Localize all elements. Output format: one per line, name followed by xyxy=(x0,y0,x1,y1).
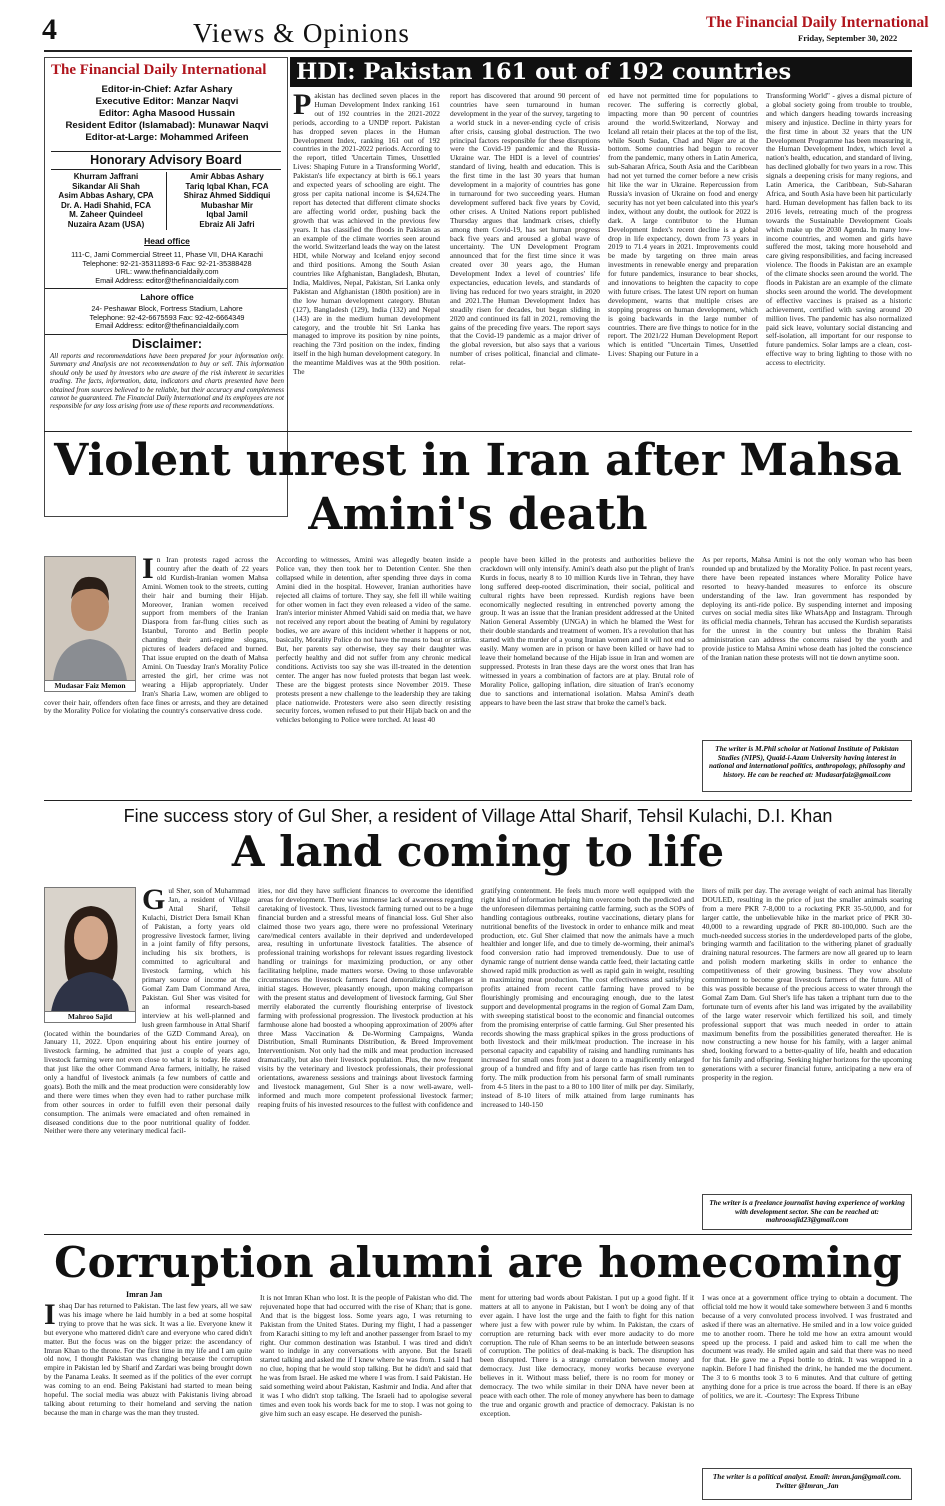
head-office-address: 111-C, Jami Commercial Street 11, Phase VII, DHA Karachi Telephone: 92-21-35311893-6 Fax: 92-21-35388428 URL: www.thefinancialdaily.com Email Address: editor@thefinancialdaily.com xyxy=(71,250,263,285)
corruption-column-4: I was once at a government office trying to obtain a document. The official told me how it would take somewhere between 3 and 6 months because of a very convoluted process involved. I was frustrated and asked if there was an alternative. He smiled and in a low voice guided me to another room. There he told me how an extra amount would speed up the process. I paid and asked him to call me when the document was ready. He smiled again and said that there was no need for that. He gave me a Pepsi bottle to drink. It was wrapped in a napkin. Before I had finished the drink, he handed me the document. The 3 to 6 months took 3 to 6 minutes. And that culture of getting anything done for a price is true across the board. If there is an eBay of politics, we are it. -Courtesy: The Express Tribune xyxy=(702,1294,912,1400)
editor-line: Editor: Agha Masood Hussain xyxy=(98,108,236,119)
land-column-3: gratifying contentment. He feels much more well equipped with the right kind of information helping him overcome both the predicted and the unforeseen dilemmas pertaining cattle farming, such as the SOPs of handling contagious outbreaks, routine vaccinations, dietary plans for nutritional benefits of the livestock in order to enhance milk and meat production, etc. Gul Sher claimed that now the animals have a much healthier and longer life, and due to timely de-worming, their animal's food conversion ratio had improved tremendously. Due to use of dynamic range of nutrient dense wanda cattle feed, their lactating cattle showed rapid milk production as well as rapid gain in weight, resulting in maximizing meat production. The cost effectiveness and satisfying profits attained from recent cattle farming have proved to be flourishingly promising and encouraging enough, due to the latest support and developmental programs in the region of Gomal Zam Dam, with sweeping statistical boost to the economic and financial outcomes from the promising enterprise of cattle farming. Gul Sher presented his records showing the mass graphical spikes in the gross productions of both livestock and their milk/meat production. The increase in his personal capacity and capability of raising and handling ruminants has increased for small ones from just a dozen to a magnificently enlarged group of a hundred and fifty and of large cattle has risen from ten to forty. The milk production from his personal farm of small ruminants from 4-5 liters in the past to a 80 to 100 liter of milk per day. Similarly, instead of 8-10 liters of milk attained from large ruminants has increased to 140-150 xyxy=(481,887,694,1109)
land-author-bio: The writer is a freelance journalist having experience of working with development sector. She can be reached at: mahroosajid23@gmail.com xyxy=(702,1194,912,1230)
land-kicker: Fine success story of Gul Sher, a resident of Village Attal Sharif, Tehsil Kulachi, D.I. Khan xyxy=(123,806,833,826)
photo-caption: Mudasar Faiz Memon xyxy=(45,680,135,691)
editor-line: Executive Editor: Manzar Naqvi xyxy=(95,96,239,107)
issue-date: Friday, September 30, 2022 xyxy=(798,33,898,43)
editor-line: Editor-at-Large: Mohammed Arifeen xyxy=(85,132,249,143)
editor-line: Editor-in-Chief: Azfar Ashary xyxy=(101,84,233,95)
lahore-office-address: 24- Peshawar Block, Fortress Stadium, Lahore Telephone: 92-42-6675593 Fax: 92-42-6664349 Email Address: editor@thefinancialdaily.com xyxy=(89,304,245,330)
land-column-4: liters of milk per day. The average weight of each animal has literally DOULED, resulting in the price of just the smaller animals soaring from a mere PKR 7-8,000 to a rocketing PKR 35-50,000, and for larger cattle, the unbelievable hike in the market price of PKR 30-40,000 to a rewarding upgrade of PKR 80-100,000. Such are the much-needed success stories in the underdeveloped parts of the globe, bringing warmth and facilitation to the withering planet of gradually draining natural resources. The farmers are now all geared up to learn and polish modern marketing skills in order to enhance the competitiveness of their growing business. They vow absolute commitment to become great livestock farmers of the future. All of this was possible because of the precious access to water through the Gomal Zam Dam. Gul Sher's life has taken a triphant turn due to the fortunate turn of events after his land was irrigated by the availability of the large water reservoir which fertilized his soil, and timely professional support that was much needed in order to attain maximum benefits from the possibilities generated thereafter. He is now constructing a new house for his family, with a larger animal shed, looking forward to a better-quality of life, health and education for his family and offspring. Seeking higher horizons for the upcoming generations with a securer financial future, anticipating a new era of prosperity in the region. xyxy=(702,887,912,1083)
corruption-column-1: Ishaq Dar has returned to Pakistan. The last few years, all we saw was his image where he laid humbly in a bed at some hospital trying to prove that he was sick. It was a lie. Everyone knew it but everyone who mattered didn't care and everyone who cared didn't matter. But the focus was on the bigger prize: the ascendancy of Imran Khan to the throne. For the first time in my life and I am quite old now, I thought Pakistan was changing because the corruption empire in Pakistan led by Sharif and Zardari was being brought down by the Panama Leaks. It seemed as if the politics of the ever corrupt was coming to an end. Being Pakistani had started to mean being hopeful. The social media was abuzz with Pakistanis living abroad talking about returning to their homeland and serving the nation because the man in charge was the man they trusted. xyxy=(44,1302,252,1417)
advisory-left: Khurram Jaffrani Sikandar Ali Shah Asim Abbas Ashary, CPA Dr. A. Hadi Shahid, FCA M. Zaheer Quindeel Nuzaira Azam (USA) xyxy=(58,172,154,229)
lahore-office-title: Lahore office xyxy=(140,292,194,302)
section-title: Views & Opinions xyxy=(193,18,410,48)
iran-headline: Violent unrest in Iran after Mahsa Amini's death xyxy=(54,435,902,540)
hdi-headline: HDI: Pakistan 161 out of 192 countries xyxy=(290,57,912,87)
land-headline: A land coming to life xyxy=(231,827,725,876)
land-column-1: Gul Sher, son of Muhammad Jan, a resident of Village Attal Sharif, Tehsil Kulachi, District Dera Ismail Khan of Pakistan, a forty years old progressive livestock farmer, living in a joint family of fifty persons, including his six brothers, is committed to agricultural and livestock farming, which his primary source of income at the Gomal Zam Dam Command Area, Pakistan. Gul Sher was visited for an informal research-based interview at his well-planned and lush green farmhouse in Attal Sharif (located within the boundaries of the GZD Command Area), on January 11, 2022. Upon enquiring about his entire journey of livestock farming, he admitted that just a couple of years ago, livestock farming were not even close to what it is today. He stated that just like the other Command Area farmers, initially, he raised only a handful of livestock animals (a few numbers of cattle and goats). Both the milk and the meat production were considerably low and there were times when they even had to rather purchase milk from other sources in order to fulfill even their personal daily consumption. The animals were emaciated and often remained in diseased conditions due to the poor nutritional quality of fodder. Neither were there any veterinary medical facil- xyxy=(44,887,250,1136)
iran-column-3: people have been killed in the protests and authorities believe the crackdown will only intensify. Amini's death also put the plight of Iran's Kurds in focus, nearly 8 to 10 million Kurds live in Tehran, they have long suffered deep-rooted discrimination, their social, political and cultural rights have been repressed. Kurdish regions have been economically neglected resulting in entrenched poverty among the group. It was an issue that the Iranian president addressed at the United Nation General Assembly (UNGA) in which he blamed the West for their double standards and treatment of women. It's a revolution that has started with the murder of a young Iranian women and it will not end so easily. Many women are in prison or have been killed or have had to leave their homeland because of the Hijab issue in Iran and women are suppressed. Protests in Iran these days are the worst ones that Iran has witnessed in years a combination of factors are at play. Brutal role of Morality Police, galloping inflation, dire situation of Iran's economy due to sanctions and international isolation. Mahsa Amini's death appears to have been the last straw that broke the camel's back. xyxy=(480,556,694,707)
section-rule xyxy=(44,800,912,801)
hdi-column-2: report has discovered that around 90 percent of countries have seen turnaround in human development in the year of the survey, targeting to a world stuck in a never-ending cycle of crisis after crisis, causing global destruction. The two principal factors responsible for these disruptions were the Covid-19 pandemic and the Russia-Ukraine war. The HDI is a level of countries' standard of living, health and education. This is the first time in the last 30 years that human development in a majority of countries has gone in turnaround for two succeeding years. Human development suffered back five years by Covid, other crises. A United Nations report published Thursday argues that landmark crises, chiefly among them Covid-19, has set human progress back five years and aroused a global wave of uncertainty. The UN Development Program announced that for the first time since it was created over 30 years ago, the Human Development Index a level of countries' life expectancies, education levels, and standards of living has reduced for two years straight, in 2020 and 2021.The Human Development Index has steadily risen for decades, but began sliding in 2020 and continued its fall in 2021, removing the gains of the preceding five years. The report says that the Covid-19 pandemic as a major driver of the global reversion, but also says that a various number of crises political, financial and climate-relat- xyxy=(450,92,600,368)
advisory-title: Honorary Advisory Board xyxy=(51,151,281,170)
disclaimer-title: Disclaimer: xyxy=(131,336,203,351)
iran-column-1: In Iran protests raged across the country after the death of 22 years old Kurdish-Iranian women Mahsa Amini. Women took to the streets, cutting their hair and burning their Hijab. Moreover, Iranian women received support from members of the Iranian Diaspora from far-flung cities such as Istanbul, Toronto and Berlin people chanting their anti-regime slogans, pictures of leaders defaced and burned. That issue erupted on the death of Mahsa Amini. On Tuesday Iran's Morality Police arrested the girl, her crime was not wearing a Hijab appropriately. Under Iran's Sharia Law, women are obliged to cover their hair, offenders often face fines or arrests, and they are detained by the Morality Police for violating the country's conservative dress code. xyxy=(44,556,268,716)
photo-caption: Mahroo Sajid xyxy=(45,1011,135,1022)
header-rule xyxy=(44,50,912,52)
corruption-column-3: ment for uttering bad words about Pakistan. I put up a good fight. If it matters at all to anyone in Pakistan, but I won't be doing any of that ever again. I have lost the urge and the faith to fight for this nation where just a few with power rule by whim. In Pakistan, the czars of corruption are returning back with ever more audacity to do more corruption. The rule of Khan seems to be an interlude between seasons of corruption. The politics of deal-making is back. The disruption has been disrupted. There is a strange correlation between money and democracy. Just like democracy, money works because everyone believes in it. Without mass belief, there is no room for money or democracy. The two while similar in their DNA have never been at peace with each other. The role of money anywhere has been to damage the true and organic growth and practice of democracy. Pakistan is no exception. xyxy=(480,1294,694,1418)
land-column-2: ities, nor did they have sufficient finances to overcome the identified areas for development. There was immense lack of awareness regarding caretaking of livestock. Thus, livestock farming turned out to be a huge financial burden and a stressful means of financial loss. Gul Sher also claimed those two years ago, there were no professional Veterinary care/medical centers available in their deprived and underdeveloped area, resulting in unfortunate livestock fatalities. The absence of professional training workshops for relevant issues regarding livestock handling or trainings for maximizing production, or any other facilitating helpline, made matters worse. Owing to those unfavorable circumstances the livestock farmers faced demoralizing challenges at initial stages. However, pleasantly enough, upon making comparison with the present status and development of livestock farming, Gul Sher merrily elaborated the currently flourishing enterprise of livestock farming with professional progression. The livestock production at his farmhouse alone had boosted a whooping approximation of 200% after three Mass Vaccination & De-Worming Campaigns, Wanda Distribution, Small Ruminants Distribution, & Breed Improvement Interventionism. Not only had the milk and meat production increased dramatically, but also their livestock population. Plus, the now frequent visits by the veterinary and livestock professionals, their professional orientations, awareness sessions and trainings about livestock farming and livestock management, Gul Sher is a now well-aware, well-informed and much more competent professional livestock farmer; reaping fruits of his invested resources to the fullest with confidence and xyxy=(258,887,473,1109)
hdi-column-1: Pakistan has declined seven places in the Human Development Index ranking 161 out of 192 countries in the 2021-2022 periods, according to a UNDP report. Pakistan has dropped seven places in the Human Development Index, ranking 161 out of 192 countries in the 2021-2022 periods. According to the report, titled 'Uncertain Times, Unsettled Lives: Shaping Future in a Transforming World', Pakistan's life expectancy at birth is 66.1 years and expected years of schooling are eight. The gross per capita national income is $4,624.The report has detected that different climate shocks are affecting world order, pushing back the growth that was achieved in the previous few years. It has classified the floods in Pakistan as an example of the climate worries seen around the world. Switzerland leads the way on the latest HDI, while Norway and Iceland enjoy second and third positions. Among the South Asian countries like Afghanistan, Bangladesh, Bhutan, India, Maldives, Nepal, Pakistan, Sri Lanka only Pakistan and Afghanistan (180th position) are in the low human development category. Bhutan (127), Bangladesh (129), India (132) and Nepal (143) are in the medium human development category, and the trouble hit Sri Lanka has managed to improve its position by nine points, reaching the 73rd position on the index, finding itself in the high human development category. In the meantime Maldives was at the 90th position. The xyxy=(293,92,440,377)
disclaimer-divider xyxy=(45,334,287,335)
paper-name: The Financial Daily International xyxy=(706,14,929,31)
corruption-column-2: It is not Imran Khan who lost. It is the people of Pakistan who did. The rejuvenated hope that had occurred with the rise of Khan; that is gone. And that is the biggest loss. Some years ago, I was returning to Pakistan from the United States. During my flight, I had a passenger from Karachi sitting to my left and another passenger from Israel to my right. Our common destination was Istanbul. I was tired and didn't want to indulge in any conversations with anyone. But the Israeli started talking and asked me if I knew where he was from. I said I had no clue, hoping that he would stop talking. But he didn't and said that he was from Israel. He asked me where I was from. I said Pakistan. He said something weird about Pakistan, Kashmir and India. And after that it was I who didn't stop talking. The Israeli had to apologise several times and even took his words back for me to stop. I was not going to give him such an easy escape. He deserved the punish- xyxy=(260,1294,472,1418)
office-divider xyxy=(45,288,287,289)
iran-column-2: According to witnesses, Amini was allegedly beaten inside a Police van, they then took her to Detention Center. She then collapsed while in detention, after spending three days in coma Amini died in the hospital. However, Iranian authorities have rejected all claims of torture. They say, she fell ill while waiting for other women in fact they even released a video of the same. Iran's interior minister Ahmed Vahidi said on media that, we have not received any report about the beating of Amini by regulatory bodies, we are aware of this incident whether it happens or not, basically, Morality Police do not have the means to beat or strike. But, her parents say otherwise, they say their daughter was perfectly healthy and did not suffer from any chronic medical conditions. Activists too say she was ill-treated in the detention center. The anger has now fueled protests that began last week. These are the biggest protests since November 2019. These protests present a new challenge to the leadership they are taking place nationwide. Protesters were also seen directly resisting security forces, women refused to put their Hijab back on and the vehicles belonging to Police were torched. At least 40 xyxy=(276,556,471,725)
hdi-column-3: ed have not permitted time for populations to recover. The suffering is correctly global, impacting more than 90 percent of countries around the world.Switzerland, Norway and Iceland all retain their places at the top of the list, while South Sudan, Chad and Niger are at the bottom. Some countries had begun to recover from the pandemic, many others in Latin America, sub-Saharan Africa, South Asia and the Caribbean had not yet turned the corner before a new crisis hit like the war in Ukraine. Repercussion from Russia's invasion of Ukraine on food and energy security has not yet been calculated into this year's index, without any doubt, the outlook for 2022 is dark. A large contributor to the Human Development Index's recent decline is a global drop in life expectancy, down from 73 years in 2019 to 71.4 years in 2021. Improvements could be made by targeting on three main areas investments in renewable energy and preparation for future pandemics, insurance to bear shocks, and innovations to heighten the capacity to cope with future crises. The latest UN report on human development, warns that multiple crises are stopping progress on human development, which is going backwards in the large number of countries. There are five things to notice for in the report. The 2021/22 Human Development Report which is entitled "Uncertain Times, Unsettled Lives: Shaping our Future in a xyxy=(608,92,758,359)
iran-author-bio: The writer is M.Phil scholar at National Institute of Pakistan Studies (NIPS), Quaid-i-Azam University having interest in national and international politics, anthropology, philosophy and history. He can be reached at: Mudasarfaiz@gmail.com xyxy=(702,740,912,792)
iran-column-4: As per reports, Mahsa Amini is not the only woman who has been rounded up and brutalized by the Morality Police. In past recent years, there have been repeated instances where Morality Police have resorted to heavy-handed measures to enforce its obscure understanding of the law. Iran government has responded by deploying its anti-ride police. By suspending internet and imposing curves on social media sites like WhatsApp and Instagram. Through its official media channels, Tehran has accused the Kurdish separatists for the unrest in the country but unless the Ibrahim Raisi administration can address the concerns raised by the youth and provide justice to Mahsa Amini whose death has jolted the conscience of the Iranian nation these protests will not tie down anytime soon. xyxy=(702,556,912,662)
editor-line: Resident Editor (Islamabad): Munawar Naqvi xyxy=(65,120,269,131)
head-office-title: Head office xyxy=(144,236,190,246)
section-rule xyxy=(44,1234,912,1235)
corruption-headline: Corruption alumni are homecoming xyxy=(54,1238,902,1287)
advisory-right: Amir Abbas Ashary Tariq Iqbal Khan, FCA Shiraz Ahmed Siddiqui Mubashar Mir Iqbal Jamil Ebraiz Ali Jafri xyxy=(183,172,271,229)
advisory-divider xyxy=(166,172,167,230)
section-rule xyxy=(44,431,912,432)
hdi-column-4: Transforming World" - gives a dismal picture of a global society going from trouble to trouble, and which dangers heading towards increasing misery and injustice. Decline in thirty years for the first time in about 32 years that the UN Development Programme has been measuring it, the Human Development Index, which level a nation's health, education, and standard of living, has declined globally for two years in a row. This signals a deepening crisis for many regions, and Latin America, the Caribbean, Sub-Saharan Africa, and South Asia have been hit particularly hard. Human development has fallen back to its 2016 levels, retreating much of the progress towards the Sustainable Development Goals which make up the 2030 Agenda. In many low-income countries, and women and girls have suffered the most, taking more household and care giving responsibilities, and facing increased violence. The floods in Pakistan are an example of the climate shocks seen around the world. The floods in Pakistan are an example of the climate shocks seen around the world. The development of effective vaccines is praised as a historic achievement, certified with saving around 20 million lives. The pandemic has also normalized paid sick leave, voluntary social distancing and self-isolation, all important for our response to future pandemics. Solar lamps are a clean, cost-effective way to bring lighting to those with no access to electricity. xyxy=(766,92,912,368)
disclaimer-text: All reports and recommendations have been prepared for your information only. Summary and Analysis are not recommendation to buy or sell. This information should only be used by investors who are aware of the risk inherent in securities trading. The facts, information, data, indicators and charts presented have been obtained from sources believed to be reliable, but their accuracy and completeness cannot be guaranteed. The Financial Daily International and its employees are not responsible for any loss arising from use of these reports and recommendations. xyxy=(50,352,284,411)
byline: Imran Jan xyxy=(126,1290,163,1299)
masthead-title: The Financial Daily International xyxy=(51,62,267,78)
page-number: 4 xyxy=(42,13,57,46)
corruption-author-bio: The writer is a political analyst. Email: imran.jan@gmail.com. Twitter @Imran_Jan xyxy=(702,1468,912,1500)
